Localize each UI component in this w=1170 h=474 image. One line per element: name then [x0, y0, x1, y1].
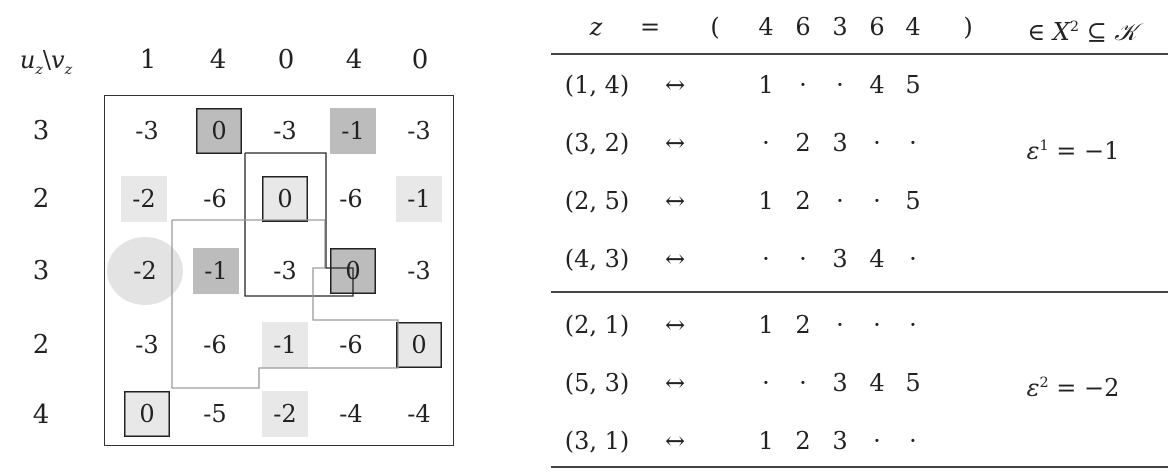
- row-header: 4: [32, 400, 50, 430]
- header-set-membership: [994, 12, 1170, 47]
- entry: 2: [795, 129, 811, 157]
- matrix-cell: -3: [273, 117, 297, 145]
- entry: ·: [762, 129, 770, 157]
- arrow-symbol: ↔: [664, 427, 686, 455]
- entry: 5: [905, 369, 921, 397]
- matrix-cell: 0: [396, 322, 442, 368]
- epsilon-1-label: [978, 131, 1168, 166]
- epsilon-value: = −1: [1056, 137, 1120, 165]
- header-value: 3: [832, 13, 848, 41]
- entry: 5: [905, 187, 921, 215]
- epsilon-superscript: 2: [1039, 375, 1049, 391]
- matrix-cell: -3: [135, 331, 159, 359]
- entry: ·: [909, 427, 917, 455]
- matrix-cell: -3: [273, 257, 297, 285]
- row-header: 2: [32, 184, 50, 214]
- entry: ·: [836, 187, 844, 215]
- corner-u: u: [19, 46, 36, 74]
- entry: 2: [795, 311, 811, 339]
- matrix-cell: -3: [407, 117, 431, 145]
- row-header: 3: [32, 256, 50, 286]
- epsilon-symbol: ε: [1026, 374, 1040, 402]
- matrix-cell: -5: [203, 400, 227, 428]
- entry: 2: [795, 427, 811, 455]
- matrix-cell: 0: [196, 108, 242, 154]
- subseteq-symbol: ⊆: [1086, 18, 1107, 46]
- entry: 1: [758, 427, 774, 455]
- entry: ·: [762, 369, 770, 397]
- col-header: 0: [411, 45, 429, 75]
- row-header: 3: [32, 116, 50, 146]
- matrix-cell: -2: [262, 391, 308, 437]
- set-name: X: [1052, 18, 1070, 46]
- corner-v: v: [51, 46, 65, 74]
- entry: ·: [909, 129, 917, 157]
- header-lparen: (: [710, 13, 720, 41]
- matrix-cell: -2: [121, 176, 167, 222]
- entry: ·: [799, 245, 807, 273]
- row-header: 2: [32, 330, 50, 360]
- bottom-rule: [551, 466, 1168, 468]
- arrow-symbol: ↔: [664, 129, 686, 157]
- col-header: 1: [139, 45, 157, 75]
- entry: ·: [873, 187, 881, 215]
- header-value: 4: [758, 13, 774, 41]
- entry: ·: [836, 311, 844, 339]
- pair-label: (3, 1): [564, 427, 630, 455]
- entry: ·: [909, 311, 917, 339]
- pair-label: (3, 2): [564, 129, 630, 157]
- entry: 3: [832, 129, 848, 157]
- header-rparen: ): [963, 13, 973, 41]
- arrow-symbol: ↔: [664, 245, 686, 273]
- entry: ·: [799, 369, 807, 397]
- matrix-cell: -1: [396, 176, 442, 222]
- matrix-cell: -6: [203, 185, 227, 213]
- script-k: 𝒦: [1114, 18, 1137, 46]
- col-header: 4: [209, 45, 227, 75]
- corner-sep: \: [42, 46, 51, 74]
- matrix-cell: -4: [339, 400, 363, 428]
- pair-label: (2, 5): [564, 187, 630, 215]
- entry: 2: [795, 187, 811, 215]
- matrix-cell: 0: [330, 248, 376, 294]
- matrix-cell: 0: [124, 391, 170, 437]
- entry: ·: [836, 71, 844, 99]
- epsilon-superscript: 1: [1039, 138, 1049, 154]
- arrow-symbol: ↔: [664, 311, 686, 339]
- matrix-cell: -3: [407, 257, 431, 285]
- header-value: 6: [795, 13, 811, 41]
- corner-u-sub: z: [35, 61, 43, 78]
- epsilon-value: = −2: [1056, 374, 1120, 402]
- pair-label: (1, 4): [564, 71, 630, 99]
- pair-label: (4, 3): [564, 245, 630, 273]
- matrix-cell: -6: [339, 331, 363, 359]
- header-z: z: [589, 13, 603, 41]
- header-eq: =: [639, 13, 661, 41]
- matrix-cell: -6: [339, 185, 363, 213]
- element-of-symbol: ∈: [1027, 18, 1046, 46]
- entry: ·: [799, 71, 807, 99]
- arrow-symbol: ↔: [664, 71, 686, 99]
- cycle-2-path: [172, 220, 398, 388]
- entry: ·: [873, 311, 881, 339]
- entry: 3: [832, 427, 848, 455]
- set-superscript: 2: [1069, 19, 1079, 35]
- col-header: 4: [345, 45, 363, 75]
- entry: ·: [873, 129, 881, 157]
- entry: 3: [832, 369, 848, 397]
- epsilon-2-label: [978, 368, 1168, 403]
- entry: ·: [909, 245, 917, 273]
- entry: 3: [832, 245, 848, 273]
- entry: 4: [869, 369, 885, 397]
- cycle-lines: [0, 0, 470, 474]
- arrow-symbol: ↔: [664, 187, 686, 215]
- matrix-cell: -4: [407, 400, 431, 428]
- pair-label: (5, 3): [564, 369, 630, 397]
- entry: 1: [758, 187, 774, 215]
- cycle-1-path: [245, 153, 353, 296]
- arrow-symbol: ↔: [664, 369, 686, 397]
- matrix-cell: -6: [203, 331, 227, 359]
- matrix-cell: -1: [330, 108, 376, 154]
- header-rule: [551, 53, 1168, 55]
- entry: 1: [758, 311, 774, 339]
- corner-v-sub: z: [64, 61, 73, 78]
- entry: ·: [762, 245, 770, 273]
- entry: 4: [869, 71, 885, 99]
- entry: 1: [758, 71, 774, 99]
- matrix-cell: -2: [133, 257, 157, 285]
- header-value: 6: [869, 13, 885, 41]
- epsilon-symbol: ε: [1026, 137, 1040, 165]
- matrix-cell: -3: [135, 117, 159, 145]
- header-value: 4: [905, 13, 921, 41]
- pair-label: (2, 1): [564, 311, 630, 339]
- matrix-cell: -1: [262, 322, 308, 368]
- entry: 5: [905, 71, 921, 99]
- matrix-cell: 0: [262, 176, 308, 222]
- group-rule: [551, 291, 1168, 293]
- entry: ·: [873, 427, 881, 455]
- matrix-cell: -1: [193, 248, 239, 294]
- col-header: 0: [277, 45, 295, 75]
- entry: 4: [869, 245, 885, 273]
